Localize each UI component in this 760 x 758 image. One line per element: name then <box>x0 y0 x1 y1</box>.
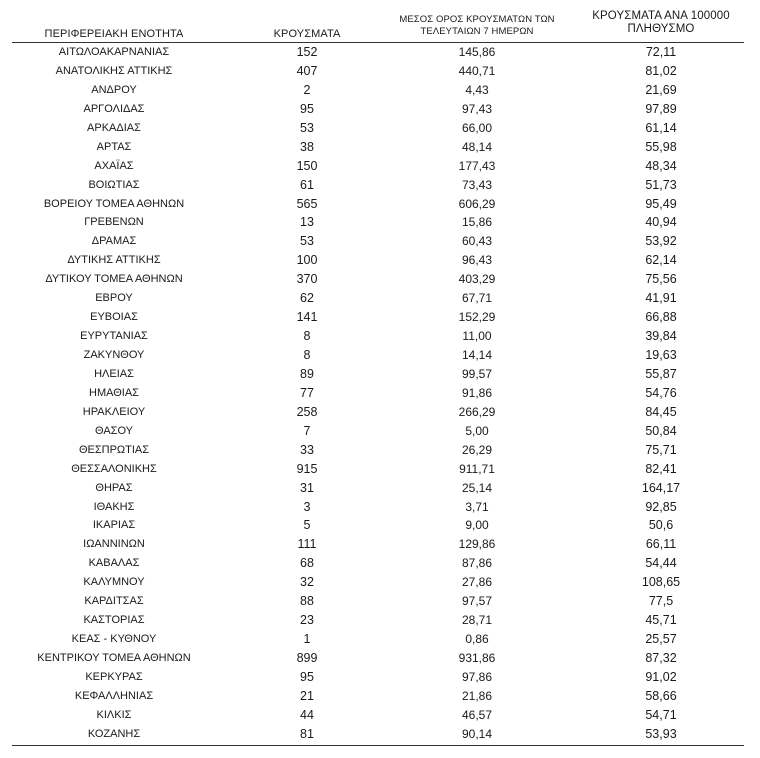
cell-per100k: 82,41 <box>645 461 677 476</box>
cell-per100k: 48,34 <box>645 158 677 173</box>
cell-avg7: 97,86 <box>461 669 493 684</box>
cell-avg7: 99,57 <box>461 366 493 381</box>
cell-region: ΑΝΔΡΟΥ <box>91 83 137 96</box>
cell-cases: 95 <box>300 101 314 116</box>
table-row <box>12 460 744 479</box>
cell-cases: 68 <box>300 556 314 571</box>
cell-per100k: 81,02 <box>645 63 677 78</box>
table-row <box>12 687 744 706</box>
cell-avg7: 21,86 <box>461 688 493 703</box>
cell-per100k: 92,85 <box>645 499 677 514</box>
cell-cases: 23 <box>300 613 314 628</box>
cell-cases: 31 <box>300 480 314 495</box>
table-row <box>12 100 744 119</box>
cell-region: ΘΑΣΟΥ <box>94 424 134 437</box>
table-row <box>12 43 744 62</box>
table-row <box>12 138 744 157</box>
cell-cases: 100 <box>296 253 318 268</box>
cell-cases: 899 <box>296 651 318 665</box>
cell-per100k: 72,11 <box>645 45 677 59</box>
cell-cases: 1 <box>303 632 311 647</box>
cell-region: ΑΡΓΟΛΙΔΑΣ <box>83 102 145 115</box>
table-row <box>12 706 744 725</box>
cell-region: ΒΟΙΩΤΙΑΣ <box>88 178 140 191</box>
cell-region: ΙΘΑΚΗΣ <box>93 500 135 513</box>
cell-region: ΘΗΡΑΣ <box>95 481 133 494</box>
cell-avg7: 5,00 <box>465 423 489 438</box>
cell-avg7: 48,14 <box>461 139 493 154</box>
cell-avg7: 931,86 <box>458 651 496 665</box>
header-cases: ΚΡΟΥΣΜΑΤΑ <box>273 28 341 40</box>
cell-per100k: 164,17 <box>641 480 681 495</box>
table-row <box>12 516 744 535</box>
cell-per100k: 53,92 <box>645 234 677 249</box>
cell-avg7: 66,00 <box>461 120 493 135</box>
cell-cases: 33 <box>300 442 314 457</box>
cell-avg7: 15,86 <box>461 215 493 230</box>
table-row <box>12 327 744 346</box>
cell-per100k: 41,91 <box>645 291 677 306</box>
cell-avg7: 177,43 <box>458 158 496 173</box>
cell-cases: 81 <box>300 726 314 741</box>
cell-avg7: 152,29 <box>458 310 496 325</box>
cell-per100k: 95,49 <box>645 196 677 211</box>
cell-per100k: 45,71 <box>645 613 677 628</box>
table-row <box>12 62 744 81</box>
cell-per100k: 54,71 <box>645 707 677 722</box>
table-row <box>12 213 744 232</box>
cell-region: ΚΕΦΑΛΛΗΝΙΑΣ <box>74 689 154 702</box>
cell-avg7: 266,29 <box>458 404 496 419</box>
cell-cases: 88 <box>300 594 314 609</box>
table-row <box>12 384 744 403</box>
cell-cases: 370 <box>296 272 318 287</box>
cell-per100k: 58,66 <box>645 688 677 703</box>
cell-avg7: 73,43 <box>461 177 493 192</box>
cell-avg7: 60,43 <box>461 234 493 249</box>
cell-cases: 13 <box>300 215 314 230</box>
cell-avg7: 91,86 <box>461 385 493 400</box>
cell-region: ΚΑΛΥΜΝΟΥ <box>83 576 145 589</box>
cell-per100k: 75,71 <box>645 442 677 457</box>
cell-avg7: 97,43 <box>461 101 493 116</box>
cell-cases: 2 <box>303 82 311 97</box>
table-row <box>12 611 744 630</box>
cell-per100k: 55,98 <box>645 139 677 154</box>
cell-region: ΕΥΒΟΙΑΣ <box>90 311 138 324</box>
cell-region: ΒΟΡΕΙΟΥ ΤΟΜΕΑ ΑΘΗΝΩΝ <box>43 197 185 210</box>
cell-region: ΑΡΤΑΣ <box>96 140 132 153</box>
cell-region: ΗΜΑΘΙΑΣ <box>89 386 139 399</box>
cell-region: ΑΙΤΩΛΟΑΚΑΡΝΑΝΙΑΣ <box>58 46 170 58</box>
cell-region: ΑΝΑΤΟΛΙΚΗΣ ΑΤΤΙΚΗΣ <box>55 64 173 77</box>
cell-per100k: 21,69 <box>645 82 677 97</box>
cell-cases: 38 <box>300 139 314 154</box>
cell-avg7: 46,57 <box>461 707 493 722</box>
cell-cases: 8 <box>303 348 311 362</box>
cell-per100k: 84,45 <box>645 404 677 419</box>
cell-per100k: 91,02 <box>645 669 677 684</box>
cell-cases: 62 <box>300 291 314 306</box>
cell-cases: 21 <box>300 688 314 703</box>
cell-avg7: 11,00 <box>462 329 492 344</box>
cell-cases: 32 <box>300 575 314 590</box>
cell-cases: 44 <box>300 707 314 722</box>
cell-per100k: 66,88 <box>645 310 677 325</box>
cell-avg7: 9,00 <box>465 518 489 533</box>
table-row <box>12 232 744 251</box>
cell-per100k: 108,65 <box>641 575 681 590</box>
header-per100k: ΚΡΟΥΣΜΑΤΑ ΑΝΑ 100000 ΠΛΗΘΥΣΜΟ <box>592 10 730 35</box>
header-avg7: ΜΕΣΟΣ ΟΡΟΣ ΚΡΟΥΣΜΑΤΩΝ ΤΩΝ ΤΕΛΕΥΤΑΙΩΝ 7 ΗΜΕΡΩΝ <box>399 14 555 37</box>
cell-avg7: 3,71 <box>465 499 489 514</box>
cell-avg7: 28,71 <box>461 613 493 628</box>
cell-region: ΕΥΡΥΤΑΝΙΑΣ <box>80 330 148 343</box>
table-body <box>12 43 744 744</box>
cell-per100k: 97,89 <box>645 101 677 116</box>
cell-region: ΗΡΑΚΛΕΙΟΥ <box>82 405 146 418</box>
cell-per100k: 75,56 <box>645 272 677 287</box>
cell-avg7: 96,43 <box>461 253 493 268</box>
table-row <box>12 81 744 100</box>
table-row <box>12 441 744 460</box>
cell-region: ΕΒΡΟΥ <box>95 292 133 305</box>
cell-region: ΔΡΑΜΑΣ <box>91 235 137 248</box>
table-row <box>12 535 744 554</box>
cell-cases: 258 <box>296 404 318 419</box>
cell-per100k: 66,11 <box>645 537 677 552</box>
cell-cases: 111 <box>297 537 317 552</box>
bottom-rule <box>12 745 744 746</box>
cell-cases: 89 <box>300 366 314 381</box>
cell-region: ΚΑΡΔΙΤΣΑΣ <box>84 595 144 608</box>
cell-region: ΚΑΒΑΛΑΣ <box>88 557 140 570</box>
cell-cases: 95 <box>300 669 314 684</box>
cell-avg7: 25,14 <box>461 480 493 495</box>
table-row <box>12 270 744 289</box>
header-region: ΠΕΡΙΦΕΡΕΙΑΚΗ ΕΝΟΤΗΤΑ <box>44 28 184 40</box>
cell-per100k: 54,44 <box>645 556 677 571</box>
cell-region: ΚΑΣΤΟΡΙΑΣ <box>83 614 145 627</box>
cell-region: ΔΥΤΙΚΗΣ ΑΤΤΙΚΗΣ <box>67 254 161 267</box>
cell-region: ΔΥΤΙΚΟΥ ΤΟΜΕΑ ΑΘΗΝΩΝ <box>45 273 183 286</box>
cell-region: ΙΩΑΝΝΙΝΩΝ <box>83 538 145 551</box>
cell-per100k: 50,6 <box>648 518 674 533</box>
cell-per100k: 62,14 <box>645 253 677 268</box>
table-row <box>12 554 744 573</box>
cell-per100k: 51,73 <box>645 177 677 192</box>
cell-avg7: 403,29 <box>458 272 496 287</box>
cell-cases: 8 <box>303 329 311 344</box>
cell-avg7: 14,14 <box>461 348 493 362</box>
table-row <box>12 251 744 270</box>
cell-avg7: 129,86 <box>458 537 496 552</box>
table-row <box>12 498 744 517</box>
cell-avg7: 26,29 <box>461 442 493 457</box>
table-row <box>12 422 744 441</box>
cell-per100k: 54,76 <box>645 385 677 400</box>
cell-per100k: 39,84 <box>645 329 677 344</box>
cell-avg7: 27,86 <box>461 575 493 590</box>
cell-per100k: 50,84 <box>645 423 677 438</box>
cell-avg7: 67,71 <box>461 291 493 306</box>
cell-avg7: 606,29 <box>458 196 496 211</box>
cell-region: ΚΕΑΣ - ΚΥΘΝΟΥ <box>71 633 157 646</box>
table-row <box>12 649 744 668</box>
cell-region: ΖΑΚΥΝΘΟΥ <box>83 349 145 361</box>
cell-avg7: 911,71 <box>459 461 495 476</box>
table-row <box>12 479 744 498</box>
table-row <box>12 630 744 649</box>
cell-cases: 61 <box>300 177 314 192</box>
cell-cases: 407 <box>296 63 318 78</box>
cell-avg7: 4,43 <box>465 82 489 97</box>
cell-region: ΘΕΣΠΡΩΤΙΑΣ <box>78 443 150 456</box>
cell-cases: 152 <box>296 45 318 59</box>
table-row <box>12 176 744 195</box>
table-row <box>12 668 744 687</box>
cell-region: ΗΛΕΙΑΣ <box>94 367 134 380</box>
cell-per100k: 40,94 <box>645 215 677 230</box>
cell-cases: 77 <box>300 385 314 400</box>
cell-cases: 565 <box>296 196 318 211</box>
cell-avg7: 90,14 <box>461 726 493 741</box>
cell-avg7: 145,86 <box>458 45 496 59</box>
cell-region: ΙΚΑΡΙΑΣ <box>92 519 136 532</box>
cell-per100k: 61,14 <box>645 120 677 135</box>
cell-cases: 7 <box>303 423 311 438</box>
cell-per100k: 25,57 <box>645 632 677 647</box>
cell-per100k: 55,87 <box>645 366 677 381</box>
cell-cases: 3 <box>303 499 311 514</box>
cell-region: ΚΟΖΑΝΗΣ <box>87 727 141 740</box>
cell-region: ΚΕΝΤΡΙΚΟΥ ΤΟΜΕΑ ΑΘΗΝΩΝ <box>37 652 191 664</box>
cell-region: ΚΙΛΚΙΣ <box>96 708 132 721</box>
cases-table <box>12 6 744 746</box>
table-row <box>12 308 744 327</box>
table-row <box>12 289 744 308</box>
cell-cases: 915 <box>296 461 318 476</box>
cell-region: ΑΧΑΪΑΣ <box>94 159 134 172</box>
cell-per100k: 19,63 <box>645 348 677 362</box>
table-row <box>12 573 744 592</box>
cell-cases: 53 <box>300 120 314 135</box>
cell-region: ΘΕΣΣΑΛΟΝΙΚΗΣ <box>71 462 157 475</box>
table-row <box>12 195 744 214</box>
table-row <box>12 403 744 422</box>
cell-avg7: 440,71 <box>458 63 496 78</box>
table-row <box>12 365 744 384</box>
cell-per100k: 53,93 <box>645 726 677 741</box>
table-row <box>12 592 744 611</box>
cell-cases: 5 <box>303 518 311 533</box>
table-row <box>12 119 744 138</box>
cell-avg7: 0,86 <box>465 632 489 647</box>
cell-region: ΑΡΚΑΔΙΑΣ <box>87 121 141 134</box>
cell-per100k: 77,5 <box>648 594 674 609</box>
cell-region: ΚΕΡΚΥΡΑΣ <box>85 670 143 683</box>
cell-cases: 141 <box>296 310 318 325</box>
cell-region: ΓΡΕΒΕΝΩΝ <box>84 216 144 229</box>
table-header <box>12 6 744 42</box>
cell-cases: 150 <box>296 158 318 173</box>
cell-cases: 53 <box>300 234 314 249</box>
table-row <box>12 157 744 176</box>
table-row <box>12 346 744 365</box>
table-row <box>12 725 744 744</box>
cell-avg7: 97,57 <box>461 594 493 609</box>
cell-per100k: 87,32 <box>645 651 677 665</box>
cell-avg7: 87,86 <box>461 556 493 571</box>
